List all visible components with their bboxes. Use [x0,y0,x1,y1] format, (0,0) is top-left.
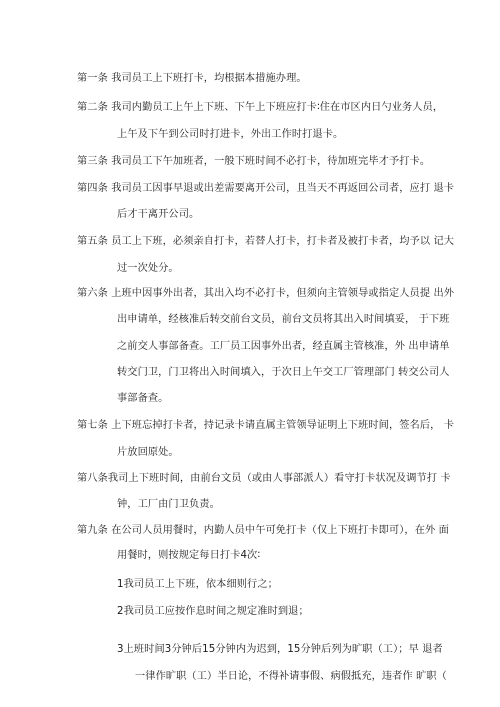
article-7-line-2: 片放回原处。 [117,447,179,458]
article-6-line-2: 出申请单，经核准后转交前台文员，前台文员将其出入时间填妥， 于下班 [117,314,450,325]
article-1-line-1: 第一条 我司员工上下班打卡，均根据本措施办理。 [77,73,307,84]
article-5-line-2: 过一次处分。 [117,263,179,274]
article-2-line-2: 上午及下午到公司时打进卡，外出工作时打退卡。 [117,129,344,140]
article-9-line-2: 用餐时，则按规定每日打卡4次∶ [117,550,261,561]
article-8-line-1: 第八条我司上下班时间，由前台文员（或由人事部派人）看守打卡状况及调节打 卡 [77,473,451,484]
article-9-item-3-line-2: 一律作旷职（工）半日论，不得补请事假、病假抵充，违者作 旷职（ [135,671,447,682]
article-9-item-1: 1我司员工上下班，依本细则行之； [117,579,278,590]
article-8-line-2: 钟，工厂由门卫负责。 [117,499,220,510]
article-3-line-1: 第三条 我司员工下午加班者，一般下班时间不必打卡，待加班完毕才予打卡。 [77,156,431,167]
article-2-line-1: 第二条 我司内勤员工上午上下班、下午上下班应打卡∶住在市区内日勺业务人员， [77,102,444,113]
article-9-item-3-line-1: 3上班时间3分钟后15分钟内为迟到，15分钟后列为旷职（工）；早 退者 [117,644,443,655]
article-6-line-3: 之前交人事部备查。工厂员工因事外出者，经直属主管核准，外 出申请单 [117,341,450,352]
article-6-line-1: 第六条 上班中因事外出者，其出入均不必打卡，但须向主管领导或指定人员提 出外 [77,288,455,299]
article-9-item-2: 2我司员工应按作息时间之规定准时到退； [117,606,309,617]
article-6-line-5: 事部备查。 [117,393,169,404]
article-4-line-2: 后才干离开公司。 [117,209,200,220]
article-5-line-1: 第五条 员工上下班，必须亲自打卡，若替人打卡，打卡者及被打卡者，均予以 记大 [77,236,455,247]
article-4-line-1: 第四条 我司员工因事早退或出差需要离开公司，且当天不再返回公司者，应打 退卡 [77,183,455,194]
article-6-line-4: 转交门卫，门卫将出入时间填入，于次日上午交工厂管理部门 转交公司人 [117,367,450,378]
article-9-line-1: 第九条 在公司人员用餐时，内勤人员中午可免打卡（仅上下班打卡即可），在外 面 [77,525,449,536]
article-7-line-1: 第七条 上下班忘掉打卡者，持记录卡请直属主管领导证明上下班时间，签名后， 卡 [77,420,455,431]
